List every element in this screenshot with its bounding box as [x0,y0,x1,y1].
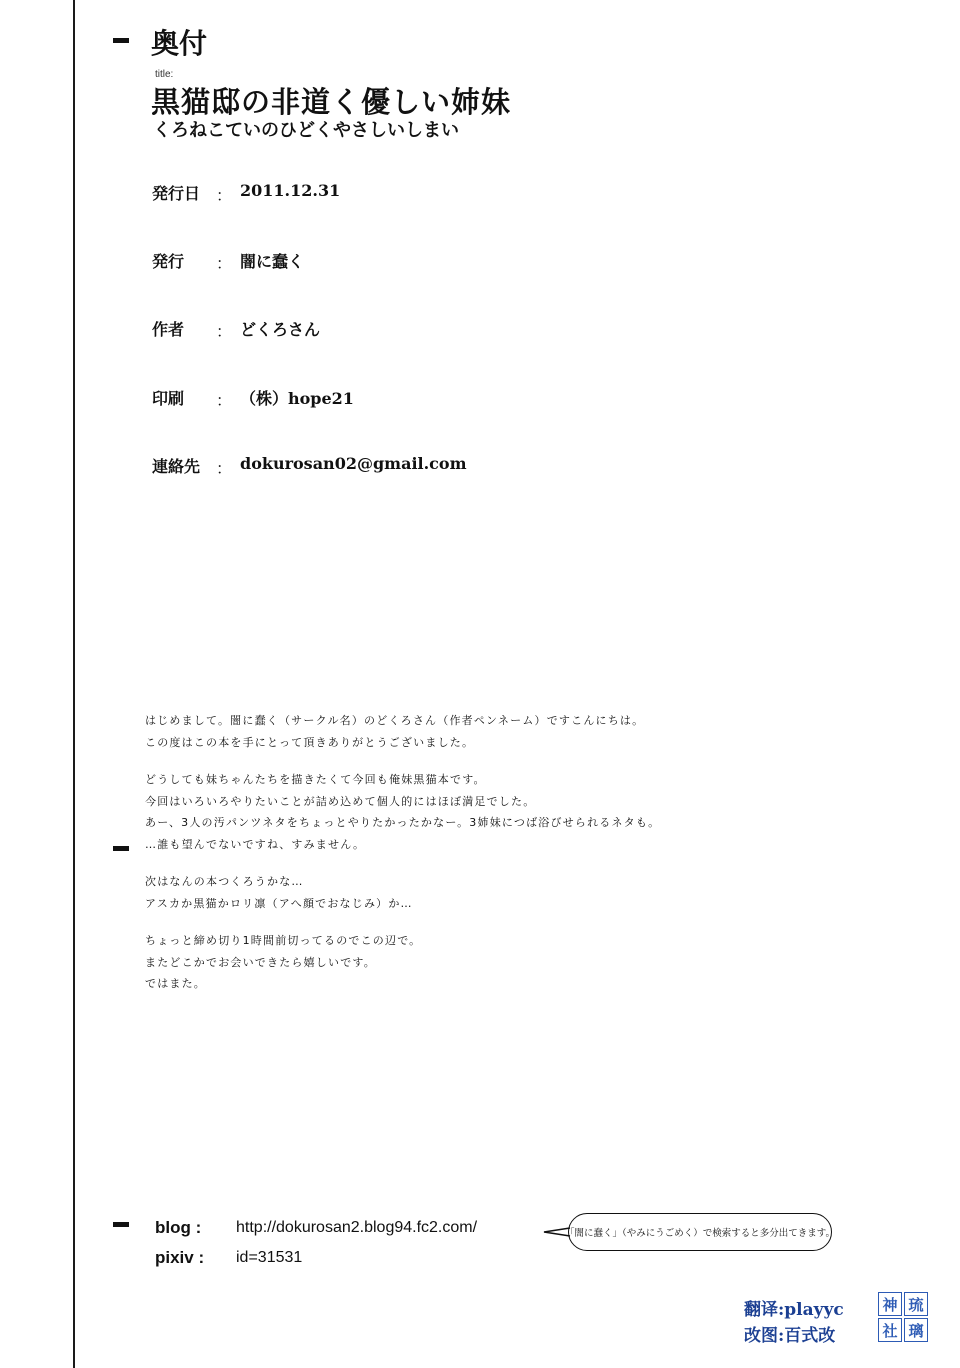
info-colon: ： [216,186,233,205]
group-seal-logo [878,1292,928,1342]
pixiv-label: pixiv : [155,1248,205,1267]
info-colon: ： [216,391,233,410]
blog-label: blog : [155,1218,202,1237]
edit-credit: 改图:百式改 [744,1326,836,1346]
message-line: この度はこの本を手にとって頂きありがとうございました。 [145,735,475,749]
message-line: 次はなんの本つくろうかな… [145,875,304,888]
seal-char: 社 [878,1318,902,1342]
translation-credit: 翻译:playyc [744,1300,844,1320]
message-line: またどこかでお会いできたら嬉しいです。 [145,955,376,969]
info-label: 発行日 [152,184,201,203]
seal-char: 神 [878,1292,902,1316]
info-colon: ： [216,322,233,341]
info-value: （株）hope21 [240,389,354,408]
title-reading: くろねこていのひどくやさしいしまい [153,120,459,141]
info-label: 作者 [152,320,185,339]
info-label: 印刷 [152,389,185,408]
seal-char: 琉 [904,1292,928,1316]
message-line: ではまた。 [145,977,206,990]
message-line: 今回はいろいろやりたいことが詰め込めて個人的にはほぼ満足でした。 [145,794,536,808]
afterword-message [145,710,765,995]
book-title: 黒猫邸の非道く優しい姉妹 [151,85,512,119]
message-spacer [145,753,765,769]
message-line: …誰も望んでないですね、すみません。 [145,837,366,851]
message-spacer [145,855,765,871]
title-tag: title: [155,69,174,80]
info-label: 連絡先 [152,457,201,476]
info-value: 2011.12.31 [240,181,341,200]
info-colon: ： [216,254,233,273]
blog-url-link[interactable]: http://dokurosan2.blog94.fc2.com/ [236,1219,478,1236]
info-label: 発行 [152,252,185,271]
message-line: ちょっと締め切り1時間前切ってるのでこの辺で。 [145,934,422,947]
message-spacer [145,914,765,930]
info-colon: ： [216,459,233,478]
message-line: あー、3人の汚パンツネタをちょっとやりたかったかなー。3姉妹につば浴びせられるネタも。 [145,816,661,829]
links-dash [113,1222,129,1227]
page-heading: 奥付 [151,27,208,60]
info-value: どくろさん [240,320,321,339]
contact-email: dokurosan02@gmail.com [240,454,467,473]
margin-line [73,0,75,1368]
heading-dash [113,38,129,43]
message-line: アスカか黒猫かロリ凛（アへ顔でおなじみ）か… [145,896,413,910]
search-hint-bubble: 「闇に蠢く」（やみにうごめく）で検索すると多分出てきます。 [568,1213,832,1251]
message-dash [113,846,129,851]
pixiv-id: id=31531 [236,1249,303,1266]
message-line: どうしても妹ちゃんたちを描きたくて今回も俺妹黒猫本です。 [145,773,486,786]
seal-char: 璃 [904,1318,928,1342]
message-line: はじめまして。闇に蠢く（サークル名）のどくろさん（作者ペンネーム）ですこんにちは。 [145,714,645,727]
credits [744,1297,844,1349]
info-value: 闇に蠢く [240,252,305,271]
